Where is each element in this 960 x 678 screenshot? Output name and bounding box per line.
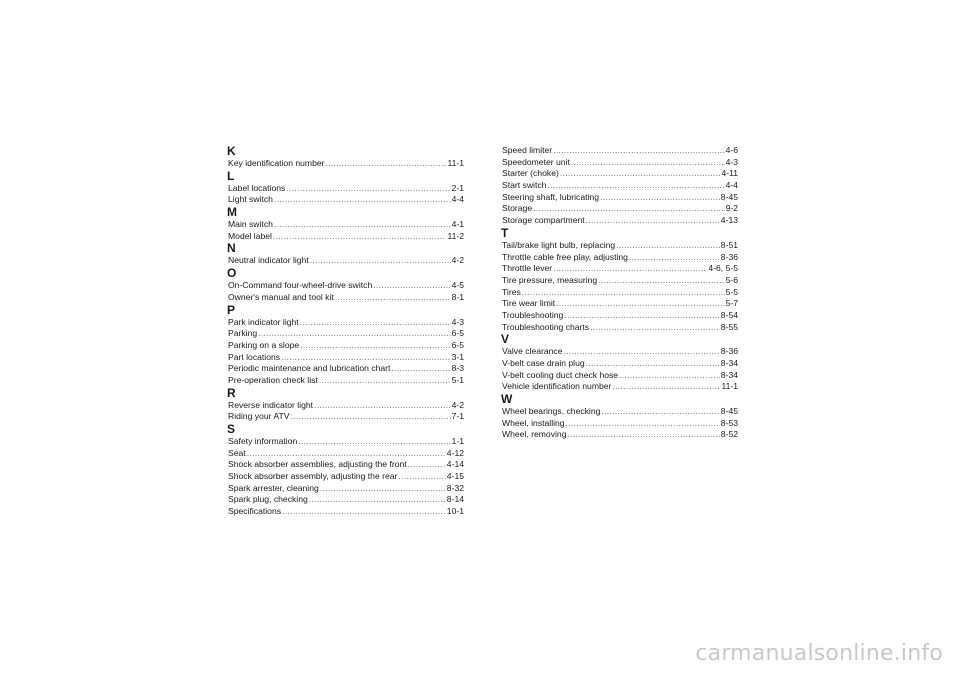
dot-leader <box>564 310 719 322</box>
dot-leader <box>408 459 446 471</box>
entry-page: 8-14 <box>446 494 464 505</box>
entry-page: 4-4 <box>725 180 738 191</box>
entry-title: Storage <box>502 203 533 214</box>
index-entry[interactable] <box>501 252 738 264</box>
section-letter: P <box>227 302 236 317</box>
dot-leader <box>273 231 446 243</box>
dot-leader <box>612 381 720 393</box>
dot-leader <box>586 215 720 227</box>
entry-page: 4-6, 5-5 <box>708 263 738 274</box>
dot-leader <box>616 240 720 252</box>
index-entry[interactable] <box>227 494 464 506</box>
dot-leader <box>533 203 724 215</box>
entry-title: Wheel, installing <box>502 417 565 428</box>
index-entry[interactable] <box>501 215 738 227</box>
index-entry[interactable] <box>227 436 464 448</box>
dot-leader <box>320 483 446 495</box>
dot-leader <box>590 322 720 334</box>
dot-leader <box>298 436 450 448</box>
entry-page: 11-1 <box>721 381 738 392</box>
section-letter: N <box>227 241 236 256</box>
dot-leader <box>314 400 451 412</box>
entry-page: 3-1 <box>451 351 464 362</box>
entry-page: 4-12 <box>446 447 464 458</box>
entry-title: Park indicator light <box>228 316 299 327</box>
entry-page: 6-5 <box>451 328 464 339</box>
entry-title: Throttle cable free play, adjusting <box>502 251 628 262</box>
section-letter: T <box>501 225 509 240</box>
index-entry[interactable] <box>227 375 464 387</box>
section-letter: K <box>227 144 236 158</box>
dot-leader <box>600 192 720 204</box>
entry-title: Shock absorber assembly, adjusting the rear <box>228 471 398 482</box>
section-letter: S <box>227 422 236 436</box>
dot-leader <box>391 363 450 375</box>
entry-title: Tire pressure, measuring <box>502 274 598 285</box>
dot-leader <box>335 292 451 304</box>
entry-page: 4-15 <box>446 471 464 482</box>
entry-title: Part locations <box>228 351 281 362</box>
index-entry[interactable] <box>501 322 738 334</box>
entry-page: 8-34 <box>720 369 738 380</box>
index-entry[interactable] <box>227 292 464 304</box>
entry-page: 11-1 <box>447 158 464 168</box>
index-entry[interactable] <box>227 506 464 518</box>
index-entry[interactable] <box>501 145 738 157</box>
entry-page: 8-45 <box>720 406 738 417</box>
entry-page: 5-5 <box>725 286 738 297</box>
entry-page: 8-32 <box>446 482 464 493</box>
entry-title: Parking on a slope <box>228 339 300 350</box>
entry-title: Steering shaft, lubricating <box>502 191 599 202</box>
entry-page: 9-2 <box>725 203 738 214</box>
section-letter: O <box>227 266 237 281</box>
section-letter: M <box>227 205 237 220</box>
index-entry[interactable] <box>501 298 738 310</box>
dot-leader <box>282 506 446 518</box>
entry-title: Periodic maintenance and lubrication chart <box>228 363 391 374</box>
dot-leader <box>300 340 450 352</box>
index-section <box>227 145 464 170</box>
entry-page: 6-5 <box>451 339 464 350</box>
dot-leader <box>309 494 446 506</box>
dot-leader <box>319 375 451 387</box>
entry-title: Spark plug, checking <box>228 494 308 505</box>
index-entry[interactable] <box>501 429 738 441</box>
entry-page: 8-55 <box>720 321 738 332</box>
entry-page: 4-6 <box>725 145 738 155</box>
dot-leader <box>286 183 450 195</box>
dot-leader <box>398 471 445 483</box>
entry-page: 8-36 <box>720 251 738 262</box>
dot-leader <box>373 280 450 292</box>
section-letter: R <box>227 385 236 400</box>
entry-page: 8-53 <box>720 417 738 428</box>
entry-title: Owner's manual and tool kit <box>228 291 334 302</box>
entry-page: 4-3 <box>725 156 738 167</box>
index-entry[interactable] <box>501 263 738 275</box>
index-entry[interactable] <box>227 183 464 195</box>
entry-page: 4-3 <box>451 316 464 327</box>
entry-title: Throttle lever <box>502 263 553 274</box>
entry-title: Vehicle identification number <box>502 381 612 392</box>
entry-page: 5-1 <box>451 374 464 385</box>
index-entry[interactable] <box>227 400 464 412</box>
section-letter: V <box>501 332 510 347</box>
entry-title: V-belt cooling duct check hose <box>502 369 619 380</box>
entry-title: Main switch <box>228 219 273 230</box>
index-section <box>501 393 738 441</box>
index-section <box>227 170 464 206</box>
entry-title: Wheel bearings, checking <box>502 406 601 417</box>
entry-page: 5-6 <box>725 274 738 285</box>
entry-page: 11-2 <box>447 230 464 241</box>
dot-leader <box>247 448 446 460</box>
index-section <box>227 387 464 423</box>
entry-title: Key identification number <box>228 158 325 168</box>
index-entry[interactable] <box>227 363 464 375</box>
index-section <box>227 423 464 518</box>
index-entry[interactable] <box>227 194 464 206</box>
dot-leader <box>326 158 447 170</box>
index-entry[interactable] <box>227 483 464 495</box>
entry-title: Speedometer unit <box>502 156 570 167</box>
index-entry[interactable] <box>501 418 738 430</box>
dot-leader <box>571 157 725 169</box>
entry-title: Starter (choke) <box>502 168 559 179</box>
entry-title: Light switch <box>228 194 273 205</box>
entry-page: 8-1 <box>451 291 464 302</box>
entry-page: 7-1 <box>451 411 464 422</box>
index-entry[interactable] <box>227 158 464 170</box>
index-entry[interactable] <box>501 192 738 204</box>
entry-page: 8-36 <box>720 346 738 357</box>
watermark: carmanualsonline.info <box>695 641 943 666</box>
section-letter: L <box>227 168 235 183</box>
index-section <box>227 242 464 267</box>
index-column-left <box>227 145 464 518</box>
entry-title: Storage compartment <box>502 215 585 226</box>
dot-leader <box>601 406 719 418</box>
entry-page: 8-52 <box>720 429 738 440</box>
index-section <box>227 267 464 303</box>
dot-leader <box>300 317 451 329</box>
entry-title: Specifications <box>228 506 282 517</box>
index-entry[interactable] <box>501 287 738 299</box>
index-entry[interactable] <box>227 280 464 292</box>
dot-leader <box>598 275 724 287</box>
dot-leader <box>556 298 724 310</box>
index-entry[interactable] <box>501 370 738 382</box>
entry-title: V-belt case drain plug <box>502 358 585 368</box>
entry-title: Valve clearance <box>502 346 563 357</box>
index-entry[interactable] <box>227 340 464 352</box>
section-letter: W <box>501 392 513 407</box>
index-entry[interactable] <box>227 328 464 340</box>
dot-leader <box>290 411 450 423</box>
entry-title: Label locations <box>228 182 286 193</box>
index-entry[interactable] <box>501 203 738 215</box>
dot-leader <box>566 418 720 430</box>
index-entry[interactable] <box>227 459 464 471</box>
entry-page: 5-7 <box>725 298 738 309</box>
index-entry[interactable] <box>227 471 464 483</box>
entry-title: Parking <box>228 328 258 339</box>
entry-title: Troubleshooting <box>502 309 564 320</box>
entry-title: Pre-operation check list <box>228 374 318 385</box>
entry-title: Model label <box>228 230 272 241</box>
dot-leader <box>553 145 724 157</box>
entry-page: 8-3 <box>451 363 464 374</box>
dot-leader <box>586 358 720 370</box>
index-entry[interactable] <box>227 219 464 231</box>
index-section <box>501 333 738 393</box>
dot-leader <box>310 255 451 267</box>
index-section <box>227 206 464 242</box>
entry-title: Seat <box>228 447 246 458</box>
entry-title: Spark arrester, cleaning <box>228 482 319 493</box>
dot-leader <box>547 180 724 192</box>
entry-page: 8-54 <box>720 309 738 320</box>
entry-page: 4-5 <box>451 280 464 291</box>
dot-leader <box>258 328 450 340</box>
entry-page: 4-13 <box>720 215 738 226</box>
index-column-right <box>501 145 738 441</box>
entry-title: Neutral indicator light <box>228 255 309 266</box>
entry-page: 2-1 <box>451 182 464 193</box>
entry-page: 4-4 <box>451 194 464 205</box>
index-entry[interactable] <box>227 411 464 423</box>
entry-page: 10-1 <box>446 506 464 517</box>
entry-title: Start switch <box>502 180 547 191</box>
entry-page: 8-45 <box>720 191 738 202</box>
entry-page: 4-1 <box>451 219 464 230</box>
index-entry[interactable] <box>501 381 738 393</box>
index-entry[interactable] <box>501 406 738 418</box>
entry-title: Tires <box>502 286 521 297</box>
entry-title: Safety information <box>228 436 298 446</box>
index-entry[interactable] <box>501 157 738 169</box>
index-entry[interactable] <box>227 448 464 460</box>
entry-page: 1-1 <box>451 436 464 446</box>
dot-leader <box>619 370 720 382</box>
index-section <box>227 304 464 387</box>
entry-title: On-Command four-wheel-drive switch <box>228 280 373 291</box>
index-entry[interactable] <box>501 358 738 370</box>
index-entry[interactable] <box>501 346 738 358</box>
dot-leader <box>274 194 451 206</box>
entry-page: 4-14 <box>446 459 464 470</box>
entry-page: 4-11 <box>721 168 738 179</box>
dot-leader <box>629 252 720 264</box>
entry-title: Speed limiter <box>502 145 553 155</box>
dot-leader <box>281 352 451 364</box>
index-entry[interactable] <box>501 275 738 287</box>
index-section <box>501 227 738 334</box>
dot-leader <box>553 263 707 275</box>
index-entry[interactable] <box>501 240 738 252</box>
entry-title: Tail/brake light bulb, replacing <box>502 239 616 250</box>
entry-page: 8-34 <box>720 358 738 368</box>
index-entry[interactable] <box>227 352 464 364</box>
entry-title: Shock absorber assemblies, adjusting the front <box>228 459 407 470</box>
entry-title: Wheel, removing <box>502 429 567 440</box>
index-entry[interactable] <box>501 180 738 192</box>
index-entry[interactable] <box>227 255 464 267</box>
dot-leader <box>564 346 720 358</box>
index-entry[interactable] <box>227 231 464 243</box>
entry-page: 4-2 <box>451 399 464 410</box>
index-section <box>501 145 738 227</box>
index-entry[interactable] <box>501 310 738 322</box>
entry-title: Troubleshooting charts <box>502 321 590 332</box>
index-entry[interactable] <box>501 168 738 180</box>
entry-page: 8-51 <box>720 239 738 250</box>
entry-title: Riding your ATV <box>228 411 290 422</box>
entry-title: Reverse indicator light <box>228 399 314 410</box>
entry-title: Tire wear limit <box>502 298 556 309</box>
entry-page: 4-2 <box>451 255 464 266</box>
dot-leader <box>522 287 725 299</box>
dot-leader <box>274 219 451 231</box>
dot-leader <box>567 429 719 441</box>
dot-leader <box>560 168 721 180</box>
index-entry[interactable] <box>227 317 464 329</box>
